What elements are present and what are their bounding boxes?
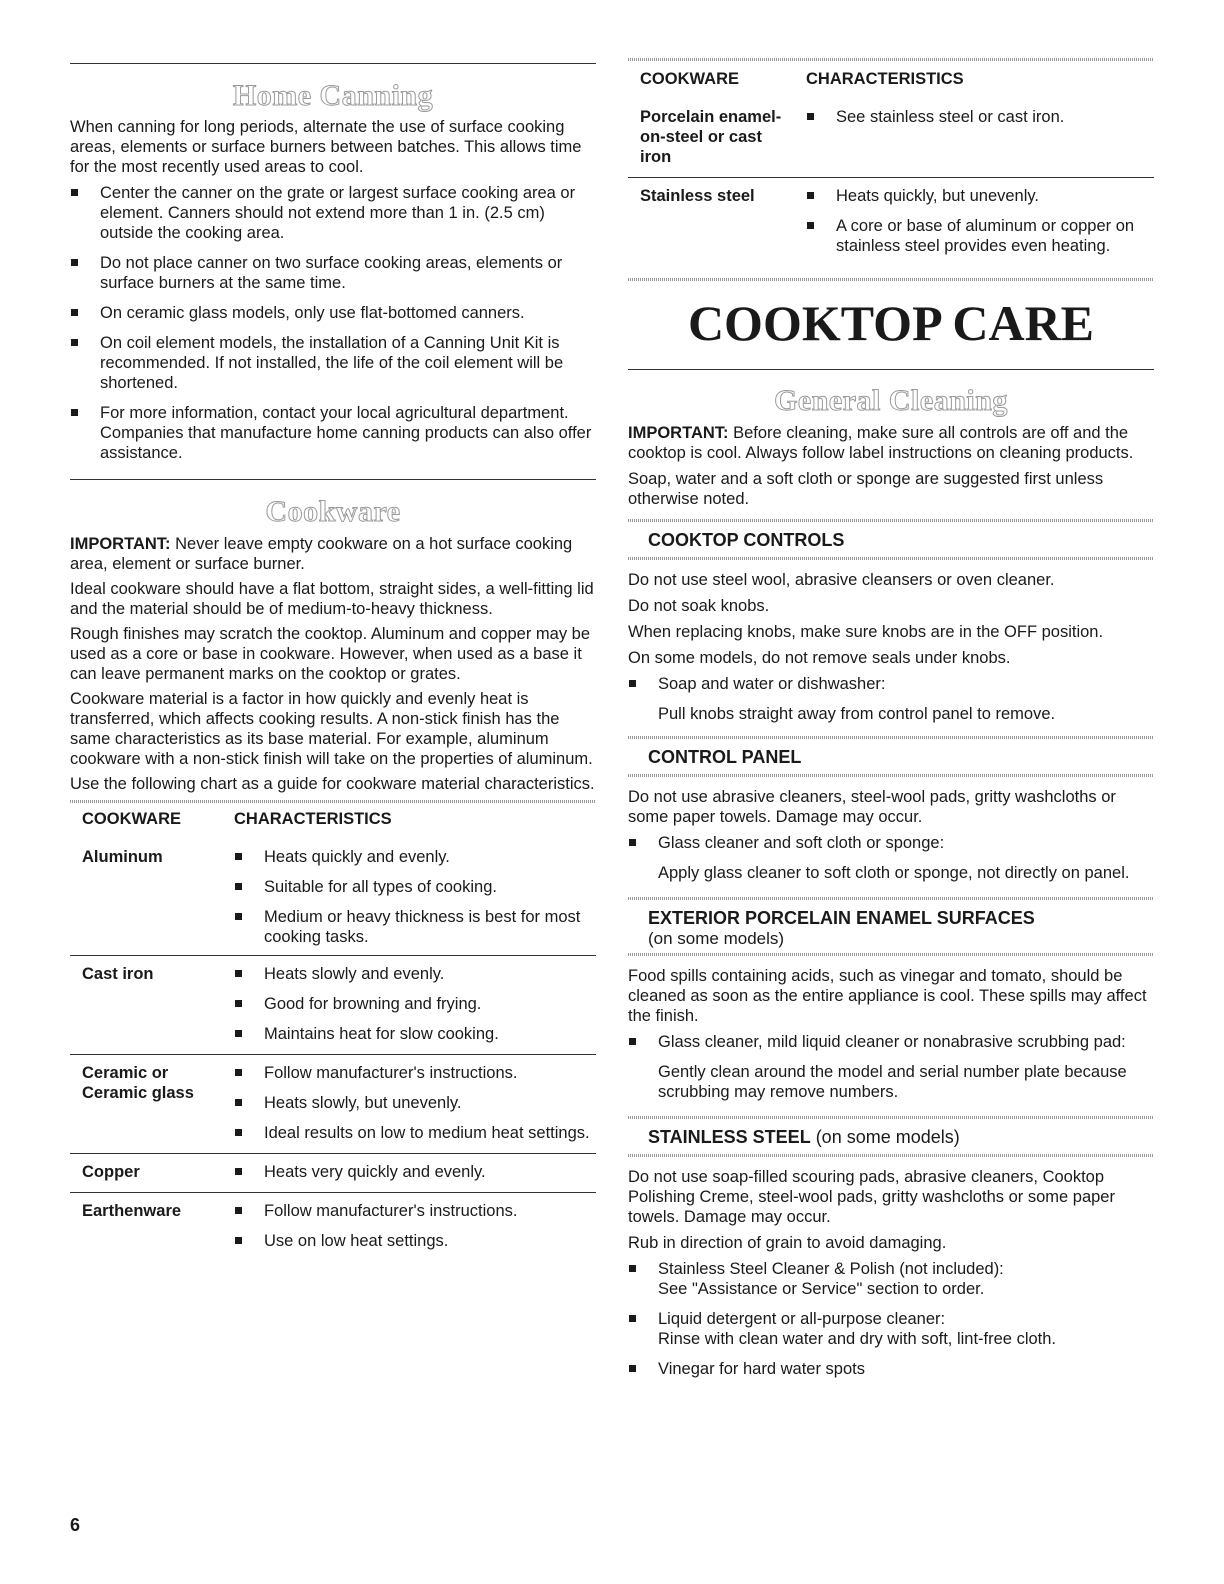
list-item: Heats slowly, but unevenly. xyxy=(234,1093,596,1113)
list-item: Maintains heat for slow cooking. xyxy=(234,1024,596,1044)
paragraph: Rough finishes may scratch the cooktop. Aluminum and copper may be used as a core or base in cookware. However, when used as a base it can leave permanent marks on the cooktop or grates. xyxy=(70,625,591,683)
material-characteristics xyxy=(794,107,1154,178)
paragraph: Pull knobs straight away from control panel to remove. xyxy=(658,705,1056,723)
material-characteristics xyxy=(234,1154,596,1193)
subsection-rule xyxy=(628,897,1154,900)
header-characteristics: CHARACTERISTICS xyxy=(806,70,964,88)
list-item: On ceramic glass models, only use flat-bottomed canners. xyxy=(70,303,596,323)
paragraph: Gently clean around the model and serial number plate because scrubbing may remove numbers. xyxy=(658,1063,1127,1101)
list-item: Follow manufacturer's instructions. xyxy=(234,1201,596,1221)
paragraph: Do not soak knobs. xyxy=(628,597,770,615)
list-item: Suitable for all types of cooking. xyxy=(234,877,596,897)
section-divider xyxy=(628,369,1154,370)
table-row xyxy=(70,1055,596,1154)
exterior-porcelain-list xyxy=(628,1032,1154,1052)
material-name: Cast iron xyxy=(70,956,234,1055)
list-item: Heats slowly and evenly. xyxy=(234,964,596,984)
list-item: Center the canner on the grate or largest surface cooking area or element. Canners should not extend more than 1 in. (2.5 cm) outside the cooking area. xyxy=(70,183,596,243)
cookware-table-continued xyxy=(628,69,1154,256)
stainless-steel-list xyxy=(628,1259,1154,1379)
list-item: Glass cleaner, mild liquid cleaner or nonabrasive scrubbing pad: xyxy=(628,1032,1154,1052)
list-item: Heats quickly, but unevenly. xyxy=(806,186,1154,206)
important-text: Before cleaning, make sure all controls are off and the cooktop is cool. Always follow label instructions on cleaning products. xyxy=(628,424,1134,462)
list-item: On coil element models, the installation of a Canning Unit Kit is recommended. If not installed, the life of the coil element will be shortened. xyxy=(70,333,596,393)
general-cleaning-note: Soap, water and a soft cloth or sponge are suggested first unless otherwise noted. xyxy=(628,470,1104,508)
section-divider xyxy=(70,479,596,480)
header-cookware: COOKWARE xyxy=(82,810,181,828)
paragraph: Do not use soap-filled scouring pads, abrasive cleaners, Cooktop Polishing Creme, steel-wool pads, gritty washcloths or some paper towels. Damage may occur. xyxy=(628,1168,1115,1226)
material-name: Earthenware xyxy=(82,1202,182,1220)
list-item: Glass cleaner and soft cloth or sponge: xyxy=(628,833,1154,853)
exterior-porcelain-subheading: (on some models) xyxy=(648,929,785,948)
table-row xyxy=(70,1154,596,1193)
cooktop-care-title: COOKTOP CARE xyxy=(687,295,1095,351)
cooktop-controls-heading: COOKTOP CONTROLS xyxy=(648,530,845,550)
important-label: IMPORTANT: xyxy=(628,424,729,442)
list-item: Follow manufacturer's instructions. xyxy=(234,1063,596,1083)
subsection-rule xyxy=(628,953,1154,956)
important-text: Never leave empty cookware on a hot surface cooking area, element or surface burner. xyxy=(70,535,573,573)
page-number: 6 xyxy=(70,1515,81,1535)
general-cleaning-title: General Cleaning xyxy=(774,384,1008,417)
material-characteristics xyxy=(234,847,596,956)
control-panel-list xyxy=(628,833,1154,853)
table-row xyxy=(628,178,1154,257)
table-top-rule xyxy=(628,58,1154,61)
subsection-rule xyxy=(628,519,1154,522)
material-name: Aluminum xyxy=(70,847,234,956)
home-canning-intro: When canning for long periods, alternate the use of surface cooking areas, elements or surface burners between batches. This allows time for the most recently used areas to cool. xyxy=(70,118,582,176)
table-header-row xyxy=(628,69,1154,107)
stainless-steel-heading-text: STAINLESS STEEL xyxy=(648,1127,811,1147)
list-item: See stainless steel or cast iron. xyxy=(806,107,1154,127)
list-item: Ideal results on low to medium heat settings. xyxy=(234,1123,596,1143)
material-name: Stainless steel xyxy=(640,187,755,205)
material-characteristics xyxy=(234,956,596,1055)
table-header-row xyxy=(70,809,596,847)
material-characteristics xyxy=(234,1193,596,1262)
table-row xyxy=(70,1193,596,1262)
control-panel-heading: CONTROL PANEL xyxy=(648,747,802,767)
material-name: Ceramic or Ceramic glass xyxy=(70,1055,234,1154)
home-canning-title: Home Canning xyxy=(232,79,434,112)
header-characteristics: CHARACTERISTICS xyxy=(234,810,392,828)
paragraph: Rub in direction of grain to avoid damaging. xyxy=(628,1234,947,1252)
item-label: Vinegar for hard water spots xyxy=(658,1360,865,1378)
list-item: Medium or heavy thickness is best for most cooking tasks. xyxy=(234,907,596,947)
list-item: Heats quickly and evenly. xyxy=(234,847,596,867)
subsection-rule xyxy=(628,774,1154,777)
divider xyxy=(628,278,1154,281)
paragraph: Apply glass cleaner to soft cloth or sponge, not directly on panel. xyxy=(658,864,1130,882)
stainless-steel-heading xyxy=(628,1126,1154,1148)
list-item: For more information, contact your local agricultural department. Companies that manufacture home canning products can also offer assistance. xyxy=(70,403,596,463)
list-item: Use on low heat settings. xyxy=(234,1231,596,1251)
paragraph: Use the following chart as a guide for cookware material characteristics. xyxy=(70,775,595,793)
material-characteristics xyxy=(794,178,1154,257)
paragraph: Food spills containing acids, such as vinegar and tomato, should be cleaned as soon as the entire appliance is cool. These spills may affect the finish. xyxy=(628,967,1147,1025)
paragraph: When replacing knobs, make sure knobs are in the OFF position. xyxy=(628,623,1104,641)
list-item: A core or base of aluminum or copper on stainless steel provides even heating. xyxy=(806,216,1154,256)
important-label: IMPORTANT: xyxy=(70,535,171,553)
paragraph: Do not use abrasive cleaners, steel-wool pads, gritty washcloths or some paper towels. Damage may occur. xyxy=(628,788,1116,826)
list-item xyxy=(628,1359,1154,1379)
list-item: Do not place canner on two surface cooking areas, elements or surface burners at the same time. xyxy=(70,253,596,293)
paragraph: On some models, do not remove seals under knobs. xyxy=(628,649,1011,667)
cookware-important xyxy=(70,534,596,574)
section-divider xyxy=(70,63,596,64)
right-column xyxy=(628,0,1154,1379)
material-name: Copper xyxy=(70,1154,234,1193)
subsection-rule xyxy=(628,736,1154,739)
subsection-rule xyxy=(628,1154,1154,1157)
list-item: Heats very quickly and evenly. xyxy=(234,1162,596,1182)
table-top-rule xyxy=(70,800,596,803)
table-row xyxy=(70,956,596,1055)
header-cookware: COOKWARE xyxy=(640,70,739,88)
cooktop-controls-list xyxy=(628,674,1154,694)
list-item xyxy=(628,1309,1154,1349)
exterior-porcelain-heading: EXTERIOR PORCELAIN ENAMEL SURFACES xyxy=(648,908,1035,928)
list-item: Soap and water or dishwasher: xyxy=(628,674,1154,694)
cookware-table xyxy=(70,809,596,1261)
paragraph: Ideal cookware should have a flat bottom, straight sides, a well-fitting lid and the material should be of medium-to-heavy thickness. xyxy=(70,580,594,618)
subsection-rule xyxy=(628,1116,1154,1119)
left-column xyxy=(70,0,596,1261)
paragraph: Cookware material is a factor in how quickly and evenly heat is transferred, which affects cooking results. A non-stick finish has the same characteristics as its base material. For example, aluminum cookware with a non-stick finish will take on the properties of aluminum. xyxy=(70,690,593,768)
table-row xyxy=(70,847,596,956)
material-characteristics xyxy=(234,1055,596,1154)
paragraph: Do not use steel wool, abrasive cleansers or oven cleaner. xyxy=(628,571,1055,589)
stainless-steel-heading-note: (on some models) xyxy=(810,1127,960,1147)
item-label: Liquid detergent or all-purpose cleaner: xyxy=(658,1310,946,1328)
cookware-title: Cookware xyxy=(265,495,401,528)
general-cleaning-important xyxy=(628,423,1154,463)
list-item: Good for browning and frying. xyxy=(234,994,596,1014)
material-name: Porcelain enamel-on-steel or cast iron xyxy=(628,107,794,178)
item-detail: See "Assistance or Service" section to order. xyxy=(658,1280,985,1298)
item-detail: Rinse with clean water and dry with soft, lint-free cloth. xyxy=(658,1330,1057,1348)
home-canning-list xyxy=(70,183,596,463)
list-item xyxy=(628,1259,1154,1299)
item-label: Stainless Steel Cleaner & Polish (not included): xyxy=(658,1260,1004,1278)
subsection-rule xyxy=(628,557,1154,560)
table-row xyxy=(628,107,1154,178)
